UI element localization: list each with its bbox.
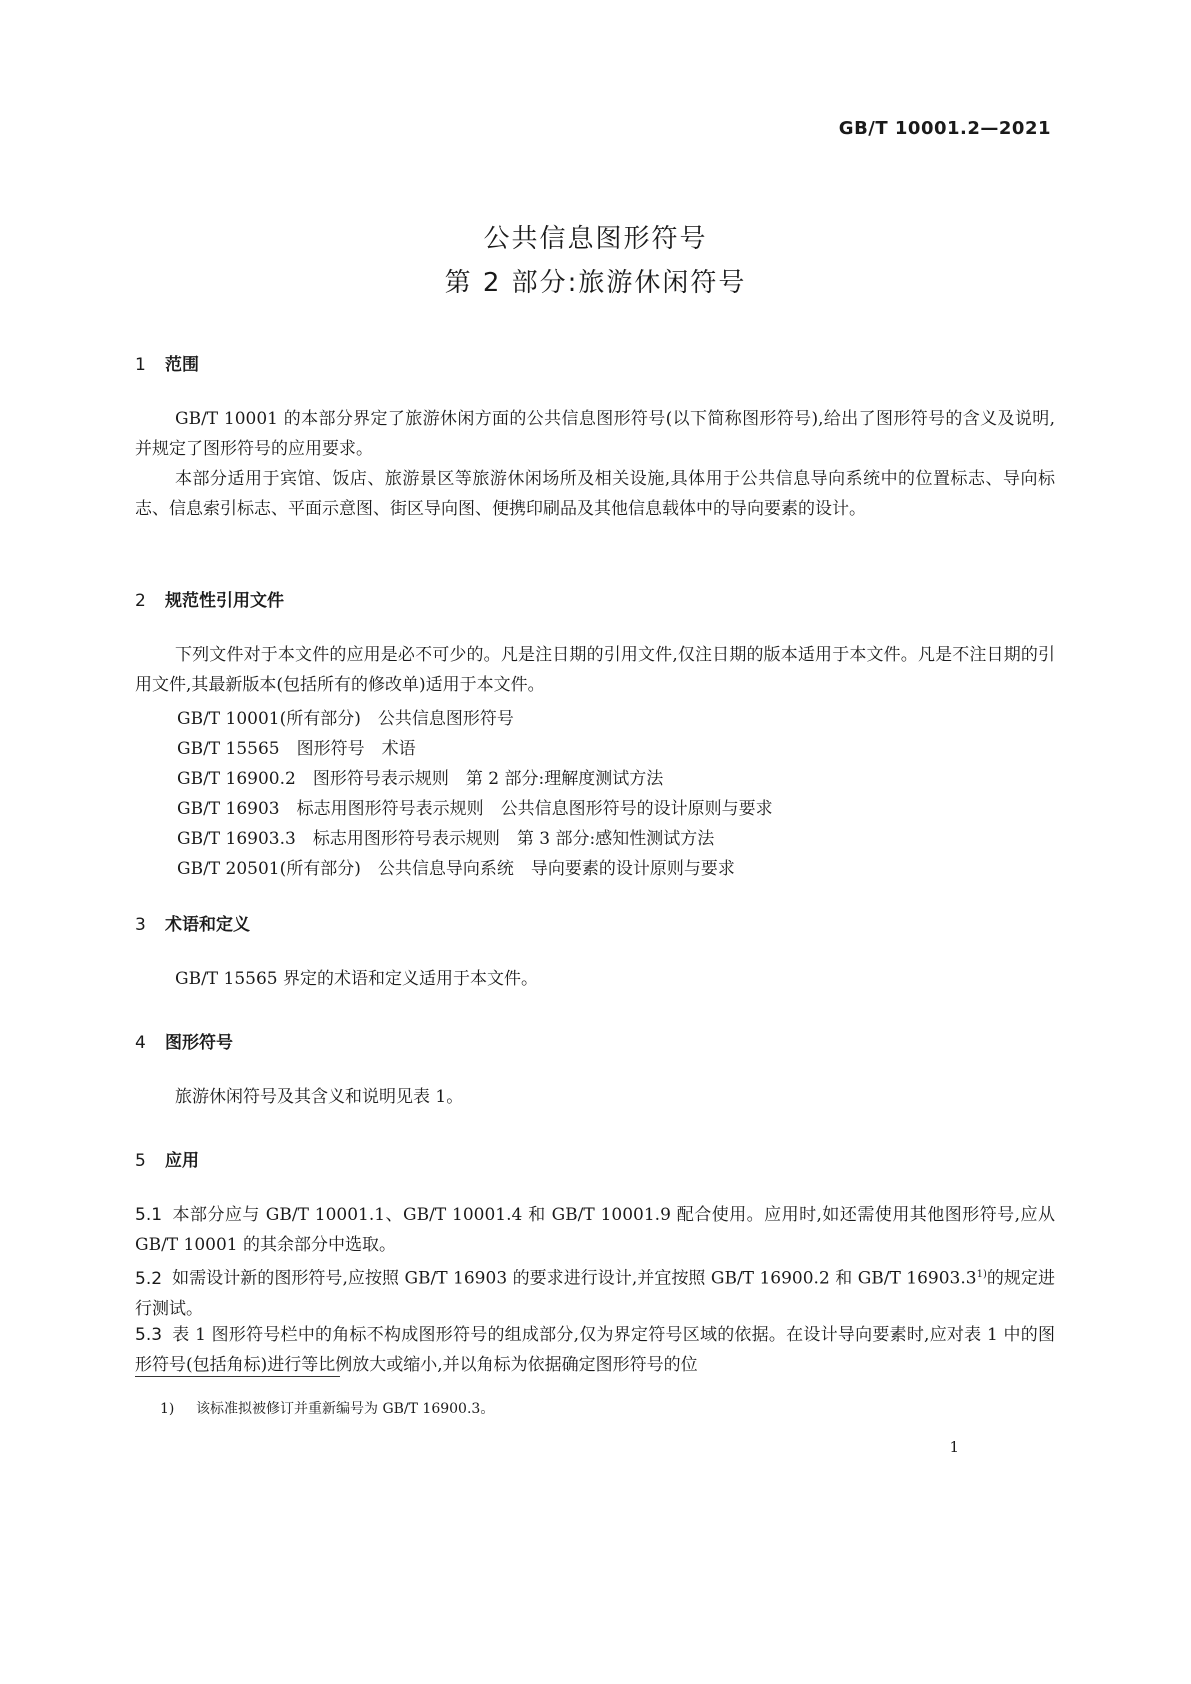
reference-item: GB/T 10001(所有部分) 公共信息图形符号 [177,709,514,729]
page-number: 1 [949,1438,959,1456]
section-2-paragraph-1: 下列文件对于本文件的应用是必不可少的。凡是注日期的引用文件,仅注日期的版本适用于本文件。凡是不注日期的引用文件,其最新版本(包括所有的修改单)适用于本文件。 [135,645,1055,695]
clause-5-2 [135,1260,1055,1324]
section-number: 3 [135,915,146,935]
footnote-reference[interactable]: 1) [976,1269,987,1280]
section-1-paragraph-2: 本部分适用于宾馆、饭店、旅游景区等旅游休闲场所及相关设施,具体用于公共信息导向系统中的位置标志、导向标志、信息索引标志、平面示意图、街区导向图、便携印刷品及其他信息载体中的导向要素的设计。 [135,469,1055,519]
reference-item: GB/T 15565 图形符号 术语 [177,739,416,759]
section-5-heading [135,1146,199,1171]
reference-item: GB/T 16900.2 图形符号表示规则 第 2 部分:理解度测试方法 [177,769,664,789]
reference-item: GB/T 20501(所有部分) 公共信息导向系统 导向要素的设计原则与要求 [177,859,735,879]
clause-number: 5.2 [135,1268,163,1289]
reference-item: GB/T 16903.3 标志用图形符号表示规则 第 3 部分:感知性测试方法 [177,829,715,849]
section-4-heading [135,1028,233,1053]
footnote-divider [135,1376,340,1377]
section-4-paragraph-1: 旅游休闲符号及其含义和说明见表 1。 [175,1087,464,1107]
clause-text: 如需设计新的图形符号,应按照 GB/T 16903 的要求进行设计,并宜按照 GB/T 16900.2 和 GB/T 16903.3 [172,1268,977,1289]
section-title: 图形符号 [165,1033,233,1053]
section-number: 1 [135,355,146,375]
document-title-line2: 第 2 部分:旅游休闲符号 [444,268,747,298]
section-number: 2 [135,591,146,611]
clause-text: 表 1 图形符号栏中的角标不构成图形符号的组成部分,仅为界定符号区域的依据。在设计导向要素时,应对表 1 中的图形符号(包括角标)进行等比例放大或缩小,并以角标为依据确定图形符号的位 [135,1325,1055,1375]
reference-item: GB/T 16903 标志用图形符号表示规则 公共信息图形符号的设计原则与要求 [177,799,773,819]
footnote-number: 1) [160,1401,175,1417]
section-2-heading [135,586,284,611]
section-title: 规范性引用文件 [165,591,284,611]
clause-5-1 [135,1200,1055,1260]
footnote-text: 该标准拟被修订并重新编号为 GB/T 16900.3。 [196,1401,495,1417]
section-title: 术语和定义 [165,915,250,935]
clause-5-3 [135,1320,1055,1380]
clause-number: 5.1 [135,1205,163,1225]
standard-code: GB/T 10001.2—2021 [838,118,1051,139]
section-3-paragraph-1: GB/T 15565 界定的术语和定义适用于本文件。 [175,969,539,989]
footnote [160,1398,494,1418]
section-number: 5 [135,1151,146,1171]
section-3-heading [135,910,250,935]
section-title: 范围 [165,355,199,375]
clause-text: 本部分应与 GB/T 10001.1、GB/T 10001.4 和 GB/T 10001.9 配合使用。应用时,如还需使用其他图形符号,应从 GB/T 10001 的其余部分中选取。 [135,1205,1055,1255]
section-number: 4 [135,1033,146,1053]
clause-number: 5.3 [135,1325,163,1345]
document-title-line1: 公共信息图形符号 [483,224,708,254]
section-1-heading [135,350,199,375]
section-1-paragraph-1: GB/T 10001 的本部分界定了旅游休闲方面的公共信息图形符号(以下简称图形符号),给出了图形符号的含义及说明,并规定了图形符号的应用要求。 [135,409,1055,459]
section-title: 应用 [165,1151,199,1171]
clause-text: 的规定进行测试。 [135,1268,1055,1319]
